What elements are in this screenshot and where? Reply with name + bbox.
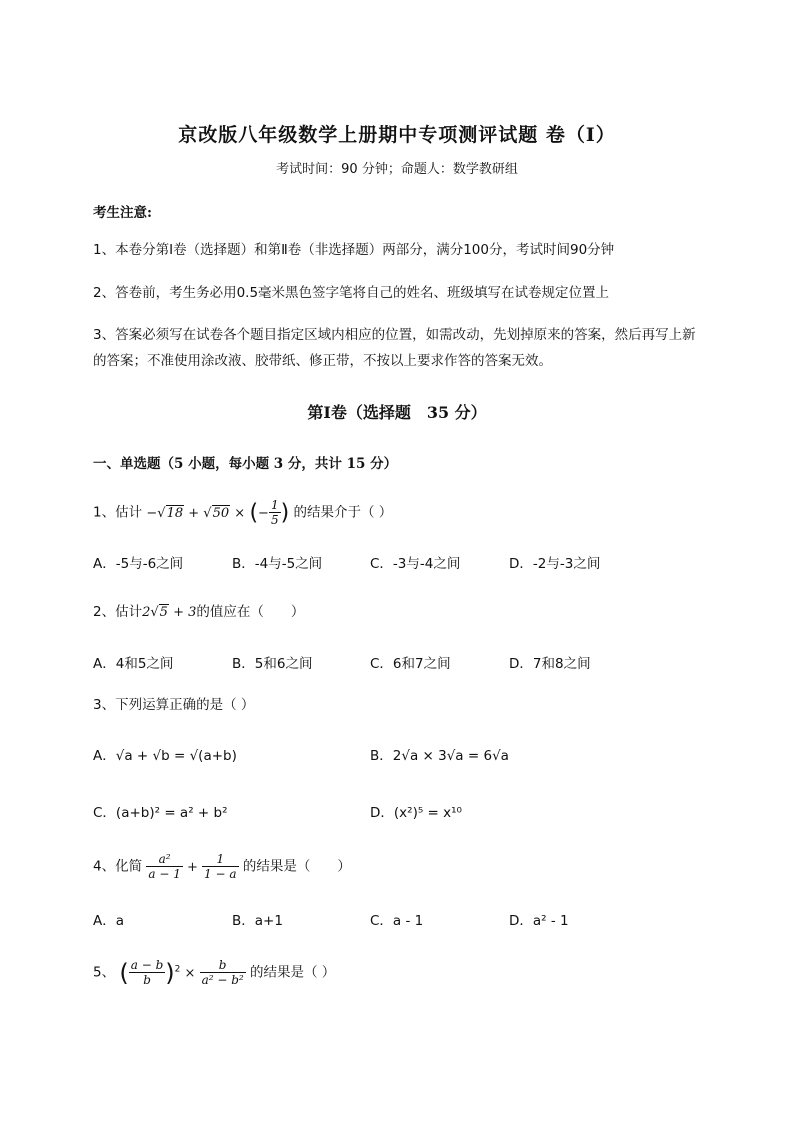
q4-option-a[interactable]: A．a: [93, 913, 125, 929]
question-4-suffix: 的结果是（ ）: [242, 858, 351, 875]
question-1-suffix: 的结果介于（ ）: [293, 504, 393, 521]
q2-option-b[interactable]: B．5和6之间: [232, 656, 313, 672]
part-heading: 一、单选题（5 小题，每小题 3 分，共计 15 分）: [93, 456, 398, 472]
question-5-prefix: 5、: [93, 964, 116, 981]
question-4-expression: $\frac{\text{a²}}{a - 1}$ + $\frac{1}{1 - a}$: [148, 852, 237, 881]
notice-item-2: 2、答卷前，考生务必用0.5毫米黑色签字笔将自己的姓名、班级填写在试卷规定位置上: [93, 285, 610, 301]
question-2: [93, 600, 304, 620]
notice-item-1: 1、本卷分第Ⅰ卷（选择题）和第Ⅱ卷（非选择题）两部分，满分100分，考试时间90分钟: [93, 242, 615, 258]
question-1-prefix: 1、估计: [93, 504, 143, 521]
q1-option-b[interactable]: B．-4与-5之间: [232, 556, 323, 572]
q4-option-d[interactable]: D．a² - 1: [509, 913, 569, 929]
question-2-expression: 2√5 + 3: [142, 605, 197, 620]
q1-option-c[interactable]: C．-3与-4之间: [370, 556, 461, 572]
question-4-prefix: 4、化简: [93, 858, 143, 875]
q3-option-a[interactable]: A．√a + √b = √(a+b): [93, 748, 237, 764]
section-title: 第Ⅰ卷（选择题 35 分）: [307, 403, 487, 422]
question-1-expression: −√18 + √50 × (− $\frac{1}{5}$ ): [146, 498, 290, 527]
question-2-suffix: 的值应在（ ）: [196, 604, 305, 620]
q2-option-a[interactable]: A．4和5之间: [93, 656, 174, 672]
notice-item-3-cont: 的答案；不准使用涂改液、胶带纸、修正带，不按以上要求作答的答案无效。: [93, 353, 552, 369]
q1-option-a[interactable]: A．-5与-6之间: [93, 556, 184, 572]
question-5: [93, 958, 335, 987]
page-title: 京改版八年级数学上册期中专项测评试题 卷（Ⅰ）: [178, 124, 616, 146]
question-4: [93, 852, 351, 881]
question-3: 3、下列运算正确的是（ ）: [93, 697, 255, 713]
q2-option-c[interactable]: C．6和7之间: [370, 656, 451, 672]
q1-option-d[interactable]: D．-2与-3之间: [509, 556, 601, 572]
question-1: [93, 498, 392, 527]
q4-option-b[interactable]: B．a+1: [232, 913, 283, 929]
question-5-expression: ( $\frac{a - b}{b}$ )$^2$ × $\frac{b}{\text{a² − b²}}$: [119, 958, 244, 987]
q2-option-d[interactable]: D．7和8之间: [509, 656, 591, 672]
notice-item-3: 3、答案必须写在试卷各个题目指定区域内相应的位置，如需改动，先划掉原来的答案，然后再写上新: [93, 327, 696, 343]
q3-option-d[interactable]: D．(x²)⁵ = x¹⁰: [370, 805, 462, 821]
q3-option-c[interactable]: C．(a+b)² = a² + b²: [93, 805, 228, 821]
notice-heading: 考生注意:: [93, 205, 152, 221]
question-2-prefix: 2、估计: [93, 604, 143, 620]
q4-option-c[interactable]: C．a - 1: [370, 913, 424, 929]
exam-info: 考试时间：90 分钟；命题人：数学教研组: [276, 162, 518, 177]
question-5-suffix: 的结果是（ ）: [250, 964, 336, 981]
q3-option-b[interactable]: B．2√a × 3√a = 6√a: [370, 748, 509, 764]
